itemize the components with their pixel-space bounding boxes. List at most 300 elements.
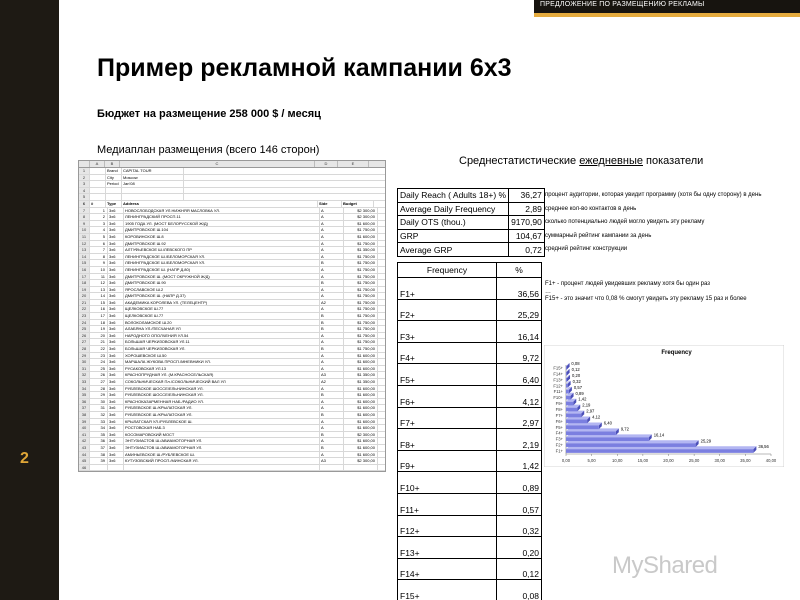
cell-index: 4 [90, 227, 108, 233]
chart-bar [566, 431, 616, 435]
cell-side: A [320, 208, 344, 214]
cell-type: 3x6 [108, 234, 124, 240]
cell-budget: $1 600,00 [344, 452, 378, 458]
metric-row [398, 216, 545, 230]
row-number: 10 [79, 227, 90, 233]
cell-address: ДМИТРОВСКОЕ Ш. (МОСТ ОКРУЖНОЙ Ж/Д) [124, 274, 320, 280]
cell-type: 3x6 [108, 333, 124, 339]
cell-side: A [320, 339, 344, 345]
cell-index: 22 [90, 346, 108, 352]
chart-category-label: F14+ [553, 371, 563, 377]
table-row [79, 445, 385, 452]
cell-address: АЛТУФЬЕВСКОЕ Ш./ЛЕВСКОГО ПР [124, 247, 320, 253]
avg-title-underlined: ежедневные [579, 155, 643, 167]
frequency-col-label: Frequency [398, 263, 497, 278]
cell-index: 5 [90, 234, 108, 240]
cell-type: 3x6 [108, 425, 124, 431]
frequency-label: F15+ [398, 580, 497, 600]
table-row [79, 214, 385, 221]
chart-data-label: 36,56 [758, 444, 769, 450]
chart-x-tick-label: 30,00 [714, 458, 725, 463]
table-row [79, 438, 385, 445]
table-row [79, 458, 385, 465]
cell-address: КРАСНОПРУДНАЯ УЛ. (М.КРАСНОСЕЛЬСКАЯ) [124, 372, 320, 378]
info-key: City [106, 175, 122, 181]
frequency-row [398, 472, 542, 494]
frequency-col-value: % [497, 263, 542, 278]
corner-cell [79, 161, 90, 167]
cell-budget: $1 750,00 [344, 274, 378, 280]
table-row [79, 254, 385, 261]
cell-index: 18 [90, 320, 108, 326]
chart-data-label: 0,20 [572, 372, 581, 378]
column-letter-b: B [105, 161, 120, 167]
chart-x-tick-label: 20,00 [663, 458, 674, 463]
cell-side: A [320, 452, 344, 458]
row-number: 4 [79, 188, 90, 194]
row-number: 2 [79, 175, 90, 181]
cell-index: 13 [90, 287, 108, 293]
cell-index: 30 [90, 399, 108, 405]
chart-bar [566, 420, 587, 424]
chart-bar [566, 402, 573, 406]
cell-budget: $2 300,00 [344, 432, 378, 438]
chart-bar [566, 414, 581, 418]
table-row [79, 412, 385, 419]
cell-side: B [320, 392, 344, 398]
table-row [79, 247, 385, 254]
row-number: 32 [79, 372, 90, 378]
cell-budget: $1 350,00 [344, 379, 378, 385]
chart-data-label: 2,97 [586, 408, 595, 414]
table-row [79, 221, 385, 228]
row-number: 42 [79, 438, 90, 444]
frequency-note-ellipsis: … [545, 288, 551, 295]
cell-index: 25 [90, 366, 108, 372]
spreadsheet-column-header [79, 161, 385, 168]
cell-index: 26 [90, 372, 108, 378]
cell-address: КОСОМАРОВСКИЙ МОСТ [124, 432, 320, 438]
cell-side: A [320, 241, 344, 247]
cell-type: 3x6 [108, 452, 124, 458]
cell-index: 20 [90, 333, 108, 339]
frequency-row [398, 558, 542, 580]
row-number: 21 [79, 300, 90, 306]
info-value: Jan'08 [122, 181, 184, 187]
chart-category-label: F5+ [555, 424, 563, 430]
cell-type: 3x6 [108, 346, 124, 352]
info-value [122, 194, 184, 200]
cell-side: A [320, 386, 344, 392]
frequency-label: F7+ [398, 407, 497, 429]
cell-address: БОЛЬШАЯ ЧЕРКИЗОВСКАЯ УЛ.11 [124, 339, 320, 345]
cell-budget: $1 750,00 [344, 280, 378, 286]
chart-title: Frequency [661, 350, 692, 356]
frequency-row [398, 321, 542, 343]
column-letter-d: D [315, 161, 338, 167]
chart-bar [566, 384, 568, 388]
metric-row [398, 189, 545, 203]
frequency-table [397, 262, 542, 600]
header-address: Address [122, 201, 318, 207]
row-number: 18 [79, 280, 90, 286]
cell-address: ЩЕЛКОВСКОЕ Ш.77 [124, 306, 320, 312]
metric-value: 104,67 [509, 229, 545, 243]
cell-type: 3x6 [108, 379, 124, 385]
cell-index: 35 [90, 432, 108, 438]
row-number: 37 [79, 405, 90, 411]
cell-side: A [320, 425, 344, 431]
frequency-label: F1+ [398, 278, 497, 300]
table-row [79, 452, 385, 459]
frequency-row [398, 515, 542, 537]
frequency-value: 25,29 [497, 299, 542, 321]
cell-type: 3x6 [108, 214, 124, 220]
cell-budget: $1 600,00 [344, 445, 378, 451]
frequency-row [398, 429, 542, 451]
row-number: 1 [79, 168, 90, 174]
frequency-row [398, 450, 542, 472]
frequency-value: 0,20 [497, 537, 542, 559]
frequency-label: F9+ [398, 450, 497, 472]
frequency-value: 0,12 [497, 558, 542, 580]
cell-address: НОВОСЛОБОДСКАЯ УЛ.НИЖНЯЯ МАСЛОВКА УЛ. [124, 208, 320, 214]
chart-bar [566, 408, 577, 412]
frequency-value: 0,89 [497, 472, 542, 494]
cell-address: АМИНЬЕВСКОЕ Ш./РУБЛЕВСКОЕ Ш. [124, 452, 320, 458]
chart-category-label: F2+ [555, 442, 563, 448]
table-row [79, 241, 385, 248]
frequency-row [398, 537, 542, 559]
cell-type: 3x6 [108, 280, 124, 286]
frequency-value: 0,57 [497, 493, 542, 515]
cell-budget: $2 300,00 [344, 458, 378, 464]
cell-type: 3x6 [108, 445, 124, 451]
cell-address: РУСАКОВСКАЯ УЛ.13 [124, 366, 320, 372]
metric-label: Average Daily Frequency [398, 202, 509, 216]
cell-index: 37 [90, 445, 108, 451]
metric-note: сколько потенциально людей могло увидеть эту рекламу [545, 219, 705, 226]
cell-address: ЛЕНИНГРАДСКОЕ Ш./БЕЛОМОРСКАЯ УЛ. [124, 254, 320, 260]
frequency-row [398, 385, 542, 407]
cell-side: A [320, 366, 344, 372]
row-number: 22 [79, 306, 90, 312]
frequency-row [398, 493, 542, 515]
frequency-label: F4+ [398, 342, 497, 364]
cell-index: 12 [90, 280, 108, 286]
table-row [79, 234, 385, 241]
chart-category-label: F3+ [555, 436, 563, 442]
cell-budget: $1 750,00 [344, 339, 378, 345]
cell-side: A [320, 254, 344, 260]
cell-budget: $1 600,00 [344, 353, 378, 359]
row-number: 39 [79, 419, 90, 425]
cell-address: ЩЕЛКОВСКОЕ Ш.77 [124, 313, 320, 319]
cell-budget: $1 750,00 [344, 320, 378, 326]
chart-x-tick-label: 40,00 [765, 458, 777, 463]
row-number: 26 [79, 333, 90, 339]
table-row [79, 320, 385, 327]
row-number: 11 [79, 234, 90, 240]
cell-type: 3x6 [108, 274, 124, 280]
cell-type: 3x6 [108, 306, 124, 312]
cell-type: 3x6 [108, 227, 124, 233]
table-row [79, 306, 385, 313]
cell-budget: $1 600,00 [344, 359, 378, 365]
table-row [79, 386, 385, 393]
chart-bar [566, 396, 571, 400]
cell-budget: $1 750,00 [344, 227, 378, 233]
table-row [79, 359, 385, 366]
spreadsheet-info-row [79, 175, 385, 182]
chart-bar [566, 449, 753, 453]
chart-data-label: 1,42 [578, 396, 587, 402]
cell-index: 38 [90, 452, 108, 458]
chart-category-label: F12+ [553, 383, 563, 389]
row-number: 45 [79, 458, 90, 464]
frequency-value: 0,32 [497, 515, 542, 537]
cell-side: A [320, 247, 344, 253]
row-number: 33 [79, 379, 90, 385]
cell-budget: $2 300,00 [344, 214, 378, 220]
table-row [79, 333, 385, 340]
row-number: 8 [79, 214, 90, 220]
cell-budget: $1 600,00 [344, 392, 378, 398]
cell-type: 3x6 [108, 287, 124, 293]
row-number: 15 [79, 260, 90, 266]
cell-address: ЛЕНИНГРАДСКИЙ ПРОСП.11 [124, 214, 320, 220]
cell-side: B [320, 320, 344, 326]
cell-type: 3x6 [108, 419, 124, 425]
cell-budget: $1 750,00 [344, 326, 378, 332]
cell-budget: $1 600,00 [344, 412, 378, 418]
info-key: Period [106, 181, 122, 187]
cell-side: A [320, 274, 344, 280]
cell-address: ЛЕНИНГРАДСКОЕ Ш. (НАПР Д.80) [124, 267, 320, 273]
cell-index: 21 [90, 339, 108, 345]
media-plan-spreadsheet [78, 160, 386, 472]
info-value: CAPITAL TOUR [122, 168, 184, 174]
table-row [79, 227, 385, 234]
frequency-value: 16,14 [497, 321, 542, 343]
row-number: 5 [79, 194, 90, 200]
cell-index: 19 [90, 326, 108, 332]
cell-type: 3x6 [108, 326, 124, 332]
chart-category-label: F10+ [553, 395, 563, 401]
cell-index: 6 [90, 241, 108, 247]
cell-budget: $1 600,00 [344, 438, 378, 444]
chart-data-label: 16,14 [653, 432, 665, 438]
cell-type: 3x6 [108, 399, 124, 405]
info-key [106, 194, 122, 200]
cell-side: A2 [320, 379, 344, 385]
cell-index: 7 [90, 247, 108, 253]
row-number: 17 [79, 274, 90, 280]
cell-type: 3x6 [108, 366, 124, 372]
frequency-value: 4,12 [497, 385, 542, 407]
row-number: 28 [79, 346, 90, 352]
table-row [79, 293, 385, 300]
cell-budget: $1 750,00 [344, 260, 378, 266]
cell-budget: $1 600,00 [344, 399, 378, 405]
frequency-header-row [398, 263, 542, 278]
row-number: 43 [79, 445, 90, 451]
cell-address: МАРШАЛА ЖУКОВА ПРОСП./МНЕВНИКИ УЛ. [124, 359, 320, 365]
table-row [79, 405, 385, 412]
metric-value: 0,72 [509, 243, 545, 257]
chart-x-tick-label: 5,00 [587, 458, 596, 463]
cell-address: ЭНТУЗИАСТОВ Ш./АВИАМОТОРНАЯ УЛ. [124, 445, 320, 451]
info-value: Moscow [122, 175, 184, 181]
cell-side: A [320, 333, 344, 339]
avg-title-suffix: показатели [642, 155, 704, 167]
frequency-label: F6+ [398, 385, 497, 407]
cell-index: 10 [90, 267, 108, 273]
cell-address: ДМИТРОВСКОЕ Ш.104 [124, 227, 320, 233]
daily-metrics-table [397, 188, 545, 257]
metric-label: GRP [398, 229, 509, 243]
left-sidebar-bar [0, 0, 59, 600]
row-number: 38 [79, 412, 90, 418]
frequency-note-f15: F15+ - это значит что 0,08 % смогут увидеть эту рекламу 15 раз и более [545, 296, 747, 302]
chart-data-label: 6,40 [603, 420, 612, 426]
cell-budget: $1 750,00 [344, 346, 378, 352]
cell-address: СОКОЛЬНИЧЕСКАЯ Пл./СОКОЛЬНИЧЕСКИЙ ВАЛ УЛ [124, 379, 320, 385]
cell-address: КРАСНОКАЗАРМЕННАЯ НАБ./РАДИО УЛ. [124, 399, 320, 405]
frequency-row [398, 278, 542, 300]
cell-side: A2 [320, 300, 344, 306]
metric-label: Daily Reach ( Adults 18+) % [398, 189, 509, 203]
cell-type: 3x6 [108, 267, 124, 273]
cell-type: 3x6 [108, 458, 124, 464]
cell-address: ВОЛОКОЛАМСКОЕ Ш.20 [124, 320, 320, 326]
chart-data-label: 2,19 [582, 402, 591, 408]
header-label: ПРЕДЛОЖЕНИЕ ПО РАЗМЕЩЕНИЮ РЕКЛАМЫ [540, 1, 705, 8]
cell-side: A [320, 227, 344, 233]
row-number: 40 [79, 425, 90, 431]
column-letter-a: A [90, 161, 105, 167]
cell-address: РУБЛЕВСКОЕ ШОССЕ/ЕЛЬНИНСКАЯ УЛ. [124, 392, 320, 398]
cell-address: ЯРОСЛАВСКОЕ Ш.2 [124, 287, 320, 293]
frequency-label: F5+ [398, 364, 497, 386]
cell-empty [90, 181, 106, 187]
row-number: 23 [79, 313, 90, 319]
row-number: 13 [79, 247, 90, 253]
avg-title-prefix: Среднестатистические [459, 155, 580, 167]
chart-data-label: 0,89 [575, 390, 584, 396]
cell-address: ЛЕНИНГРАДСКОЕ Ш./БЕЛОМОРСКАЯ УЛ. [124, 260, 320, 266]
spreadsheet-body [79, 168, 385, 471]
cell-type: 3x6 [108, 339, 124, 345]
cell-type [108, 465, 124, 471]
table-row [79, 339, 385, 346]
cell-side: B [320, 260, 344, 266]
table-row [79, 419, 385, 426]
cell-budget: $1 750,00 [344, 300, 378, 306]
budget-text: Бюджет на размещение 258 000 $ / месяц [97, 108, 321, 120]
chart-x-tick-label: 15,00 [637, 458, 649, 463]
cell-side: A [320, 306, 344, 312]
cell-address: ДМИТРОВСКОЕ Ш.90 [124, 280, 320, 286]
cell-empty [90, 194, 106, 200]
metric-row [398, 243, 545, 257]
frequency-label: F11+ [398, 493, 497, 515]
cell-side: A [320, 287, 344, 293]
row-number: 29 [79, 353, 90, 359]
info-key [106, 188, 122, 194]
cell-address: РУБЛЕВСКОЕ ШОССЕ/ЕЛЬНИНСКАЯ УЛ. [124, 386, 320, 392]
slide-number: 2 [20, 450, 29, 467]
cell-type: 3x6 [108, 386, 124, 392]
chart-data-label: 9,72 [620, 426, 629, 432]
cell-address: 1905 ГОДА УЛ. (МОСТ БЕЛОРУССКОЙ Ж/Д) [124, 221, 320, 227]
header-type: Type [106, 201, 122, 207]
cell-index: 9 [90, 260, 108, 266]
watermark: MyShared [612, 552, 718, 579]
table-row [79, 372, 385, 379]
table-row [79, 313, 385, 320]
spreadsheet-info-row [79, 188, 385, 195]
frequency-label: F8+ [398, 429, 497, 451]
cell-index: 34 [90, 425, 108, 431]
cell-index: 36 [90, 438, 108, 444]
media-plan-caption: Медиаплан размещения (всего 146 сторон) [97, 144, 320, 156]
frequency-value: 0,08 [497, 580, 542, 600]
info-value [122, 188, 184, 194]
cell-type: 3x6 [108, 405, 124, 411]
cell-budget: $1 600,00 [344, 419, 378, 425]
frequency-row [398, 364, 542, 386]
row-number: 19 [79, 287, 90, 293]
cell-address: РОСТОВСКАЯ НАБ.3 [124, 425, 320, 431]
cell-budget: $1 750,00 [344, 241, 378, 247]
table-row [79, 465, 385, 472]
metric-note: среднее кол-во контактов в день [545, 205, 637, 212]
chart-data-label: 0,12 [571, 367, 580, 373]
table-row [79, 280, 385, 287]
cell-index: 33 [90, 419, 108, 425]
frequency-label: F2+ [398, 299, 497, 321]
cell-budget: $1 600,00 [344, 386, 378, 392]
frequency-value: 1,42 [497, 450, 542, 472]
metric-note: суммарный рейтинг кампании за день [545, 232, 652, 239]
frequency-label: F3+ [398, 321, 497, 343]
table-row [79, 353, 385, 360]
cell-side: A [320, 267, 344, 273]
table-row [79, 326, 385, 333]
row-number: 20 [79, 293, 90, 299]
chart-x-tick-label: 25,00 [688, 458, 700, 463]
cell-type: 3x6 [108, 359, 124, 365]
row-number: 9 [79, 221, 90, 227]
metric-row [398, 202, 545, 216]
cell-budget: $1 750,00 [344, 306, 378, 312]
header-side: Side [318, 201, 342, 207]
chart-category-label: F15+ [553, 365, 563, 371]
row-number: 27 [79, 339, 90, 345]
cell-index: 2 [90, 214, 108, 220]
cell-address: ЭНТУЗИАСТОВ Ш./АВИАМОТОРНАЯ УЛ. [124, 438, 320, 444]
chart-x-tick-label: 35,00 [740, 458, 751, 463]
row-number: 30 [79, 359, 90, 365]
cell-type: 3x6 [108, 208, 124, 214]
table-row [79, 287, 385, 294]
info-key: Brand [106, 168, 122, 174]
cell-address: КРЫЛАТСКАЯ УЛ./РУБЛЕВСКОЕ Ш. [124, 419, 320, 425]
row-number: 14 [79, 254, 90, 260]
cell-side [320, 465, 344, 471]
frequency-label: F12+ [398, 515, 497, 537]
